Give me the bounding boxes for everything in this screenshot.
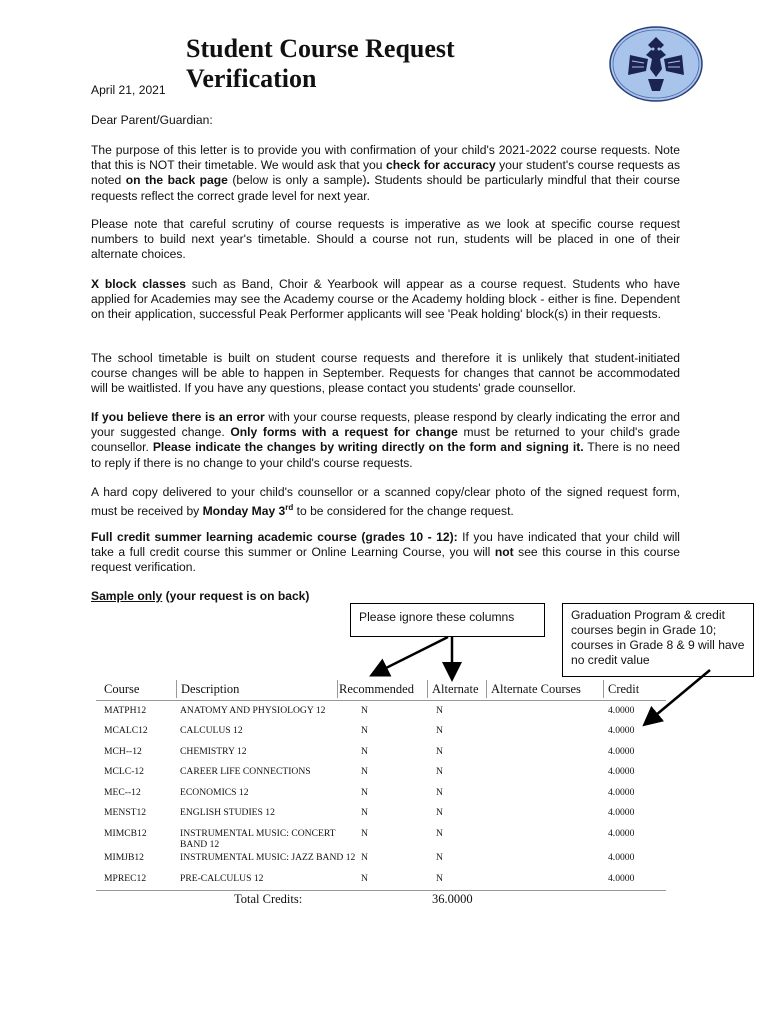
paragraph-summer: Full credit summer learning academic course (grades 10 - 12): If you have indicated that your child will take a full credit course this summer or Online Learning Course, you will not see this course in this course request verification. [91, 530, 680, 575]
header-alternate: Alternate [432, 682, 479, 696]
table-row: MPREC12 PRE-CALCULUS 12 N N 4.0000 [104, 873, 635, 884]
header-recommended: Recommended [339, 682, 414, 696]
total-credits-label: Total Credits: [234, 892, 303, 906]
paragraph-purpose: The purpose of this letter is to provide you with confirmation of your child's 2021-2022 course requests. Note that this is NOT their timetable. We would ask that you check for accuracy your student's course requests as noted on the back page (below is only a sample). Students should be particularly mindful that their course requests reflect the correct grade level for next year. [91, 143, 680, 203]
table-row: MCALC12 CALCULUS 12 N N 4.0000 [104, 725, 635, 736]
paragraph-error: If you believe there is an error with your course requests, please respond by clearly indicating the error and your suggested change. Only forms with a request for change must be returned to your child's grade counsellor. Please indicate the changes by writing directly on the form and signing it. There is no need to reply if there is no change to your child's course requests. [91, 410, 681, 470]
table-row: MATPH12 ANATOMY AND PHYSIOLOGY 12 N N 4.0000 [104, 705, 635, 716]
table-row: MIMJB12 INSTRUMENTAL MUSIC: JAZZ BAND 12 N N 4.0000 [104, 852, 635, 863]
paragraph-x-block: X block classes such as Band, Choir & Yearbook will appear as a course request. Students who have applied for Academies may see the Academy course or the Academy holding block - either is fine. Dependent on their application, successful Peak Performer applicants will see 'Peak holding' block(s) in their requests. [91, 277, 680, 322]
table-bottom-rule [96, 890, 666, 891]
header-alternate-courses: Alternate Courses [491, 682, 581, 696]
table-row: MIMCB12 INSTRUMENTAL MUSIC: CONCERT BAND 12 N N 4.0000 [104, 828, 635, 850]
table-header [96, 678, 666, 701]
total-credits-value: 36.0000 [432, 892, 473, 906]
paragraph-hard-copy: A hard copy delivered to your child's counsellor or a scanned copy/clear photo of the signed request form, must be received by Monday May 3rd to be considered for the change request. [91, 485, 680, 519]
header-course: Course [104, 682, 140, 696]
table-row: MEC--12 ECONOMICS 12 N N 4.0000 [104, 787, 635, 798]
header-credit: Credit [608, 682, 640, 696]
letter-date: April 21, 2021 [91, 83, 166, 97]
sample-heading: Sample only (your request is on back) [91, 589, 310, 603]
page-title: Student Course Request Verification [186, 34, 455, 93]
arrow-to-recommended [378, 637, 448, 672]
ignore-columns-note: Please ignore these columns [350, 603, 545, 637]
paragraph-timetable: The school timetable is built on student course requests and therefore it is unlikely that student-initiated course changes will be able to happen in September. Requests for changes that cannot be accommodated will be waitlisted. If you have any questions, please contact you students' grade counsellor. [91, 351, 680, 396]
table-row: MCLC-12 CAREER LIFE CONNECTIONS N N 4.0000 [104, 766, 635, 777]
header-description: Description [181, 682, 240, 696]
salutation: Dear Parent/Guardian: [91, 113, 213, 127]
paragraph-scrutiny: Please note that careful scrutiny of course requests is imperative as we look at specific course request numbers to build next year's timetable. Should a course not run, students will be placed in one of their alternate choices. [91, 217, 680, 262]
graduation-program-note: Graduation Program & credit courses begin in Grade 10; courses in Grade 8 & 9 will have no credit value [562, 603, 754, 677]
table-row: MENST12 ENGLISH STUDIES 12 N N 4.0000 [104, 807, 635, 818]
table-row: MCH--12 CHEMISTRY 12 N N 4.0000 [104, 746, 635, 757]
